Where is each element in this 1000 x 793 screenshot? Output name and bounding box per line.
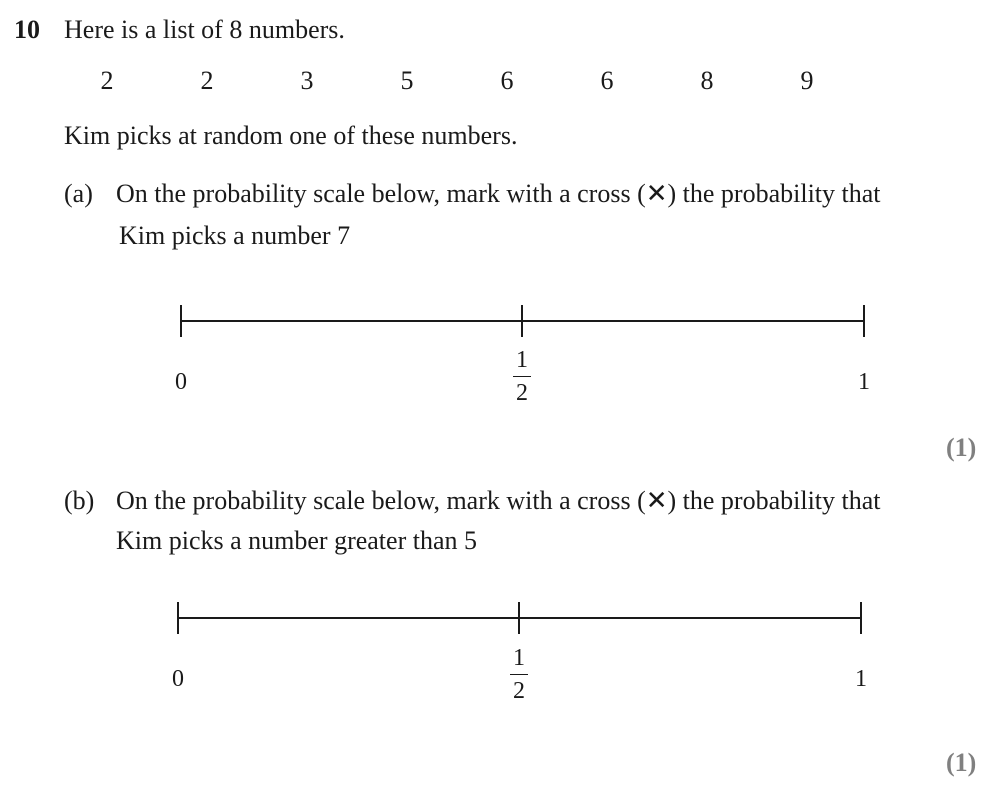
part-a-label-zero: 0 [175, 369, 187, 395]
part-b-instruction-line2: Kim picks a number greater than 5 [116, 526, 477, 555]
part-a-half-denominator: 2 [516, 380, 528, 406]
part-a-instruction-line2: Kim picks a number 7 [119, 221, 351, 250]
part-a-half-numerator: 1 [516, 347, 528, 373]
list-item: 9 [800, 66, 814, 95]
part-b-instruction-line1: On the probability scale below, mark with a cross (✕) the probability that [116, 486, 881, 515]
list-item: 3 [300, 66, 314, 95]
fraction-bar [513, 376, 531, 377]
list-item: 6 [600, 66, 614, 95]
part-b-half-denominator: 2 [513, 678, 525, 704]
part-b-half-numerator: 1 [513, 645, 525, 671]
list-item: 2 [200, 66, 214, 95]
part-a-label-one: 1 [858, 369, 870, 395]
list-item: 2 [100, 66, 114, 95]
part-a-marks: (1) [946, 433, 977, 462]
question-stem: Kim picks at random one of these numbers. [64, 121, 518, 150]
part-b-label-zero: 0 [172, 666, 184, 692]
part-b-marks: (1) [946, 748, 977, 777]
part-b-label-one: 1 [855, 666, 867, 692]
part-b-label-half [504, 646, 534, 703]
question-number: 10 [14, 15, 40, 44]
part-a-instruction-line1: On the probability scale below, mark with a cross (✕) the probability that [116, 179, 881, 208]
list-item: 6 [500, 66, 514, 95]
fraction-bar [510, 674, 528, 675]
part-b-label: (b) [64, 486, 95, 515]
part-a-label: (a) [64, 179, 93, 208]
list-item: 8 [700, 66, 714, 95]
question-intro: Here is a list of 8 numbers. [64, 15, 345, 44]
list-item: 5 [400, 66, 414, 95]
part-a-label-half [507, 348, 537, 405]
